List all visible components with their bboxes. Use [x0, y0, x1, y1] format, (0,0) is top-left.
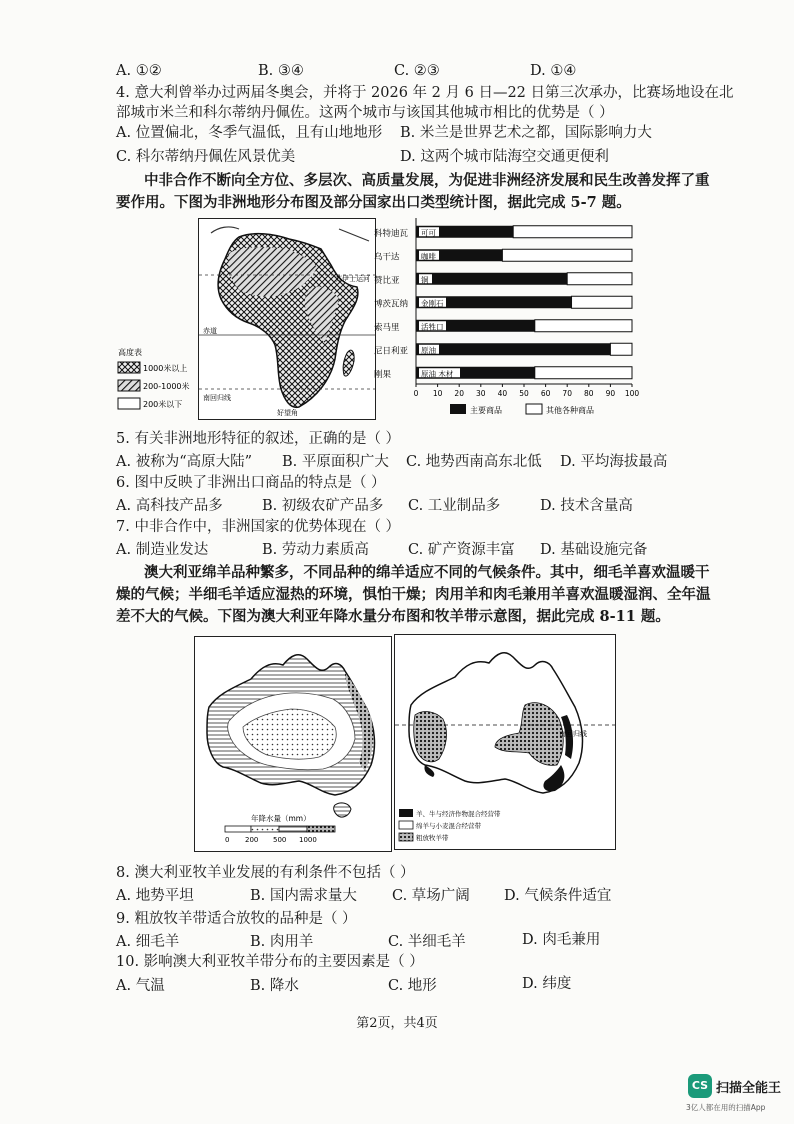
label-equator: 赤道	[203, 327, 217, 335]
product-label: 可可	[421, 228, 436, 238]
legend-title: 高度表	[118, 348, 142, 357]
legend-swatch-main	[450, 404, 466, 414]
q5-option-b[interactable]: B. 平原面积广大	[282, 454, 389, 470]
passage1-line-2: 要作用。下图为非洲地形分布图及部分国家出口类型统计图，据此完成 5-7 题。	[116, 194, 631, 211]
sheep-legend-swatch-1	[399, 809, 413, 817]
passage2-line-3: 差不大的气候。下图为澳大利亚年降水量分布图和牧羊带示意图，据此完成 8-11 题。	[116, 608, 670, 625]
q9-option-b[interactable]: B. 肉用羊	[250, 934, 314, 950]
q6-option-c[interactable]: C. 工业制品多	[408, 498, 501, 514]
rain-scale-swatch-2	[251, 826, 279, 832]
x-tick-label: 40	[497, 389, 508, 398]
legend-other: 其他各种商品	[546, 406, 594, 415]
x-tick-label: 70	[562, 389, 572, 398]
label-cape: 好望角	[277, 409, 298, 417]
q8-option-a[interactable]: A. 地势平坦	[116, 888, 194, 904]
export-type-chart	[372, 216, 646, 426]
sheep-legend-1: 羊、牛与经济作物混合经营带	[416, 810, 501, 818]
label-tropic: 南回归线	[203, 394, 231, 402]
passage2-line-2: 燥的气候；半细毛羊适应湿热的环境，惧怕干燥；肉用羊和肉毛兼用羊喜欢温暖湿润、全年温	[116, 586, 711, 603]
q7-option-b[interactable]: B. 劳动力素质高	[262, 542, 369, 558]
product-label: 咖啡	[421, 251, 436, 261]
x-tick-label: 100	[624, 389, 640, 398]
q10-option-b[interactable]: B. 降水	[250, 978, 299, 994]
camscanner-logo-icon: CS	[688, 1074, 712, 1098]
bar-other-goods	[535, 367, 632, 379]
rain-scale-swatch-1	[225, 826, 251, 832]
q5-option-d[interactable]: D. 平均海拔最高	[560, 454, 668, 470]
passage1-line-1: 中非合作不断向全方位、多层次、高质量发展，为促进非洲经济发展和民生改善发挥了重	[144, 172, 710, 189]
q5-stem: 5. 有关非洲地形特征的叙述，正确的是（ ）	[116, 431, 401, 447]
x-tick-label: 10	[432, 389, 443, 398]
product-label: 活牲口	[421, 322, 444, 332]
bar-other-goods	[502, 249, 632, 261]
q4-option-c[interactable]: C. 科尔蒂纳丹佩佐风景优美	[116, 149, 296, 165]
category-label: 索马里	[374, 322, 400, 333]
label-suez: 苏伊士运河	[335, 275, 370, 283]
q3-option-a[interactable]: A. ①②	[116, 63, 162, 79]
legend-swatch-mid	[118, 380, 140, 391]
legend-high: 1000米以上	[143, 364, 188, 373]
asia-coast	[339, 229, 369, 241]
sheep-legend-swatch-2	[399, 821, 413, 829]
q4-option-b[interactable]: B. 米兰是世界艺术之都，国际影响力大	[400, 125, 652, 141]
q7-stem: 7. 中非合作中，非洲国家的优势体现在（ ）	[116, 519, 401, 535]
bar-other-goods	[567, 273, 632, 285]
q4-option-d[interactable]: D. 这两个城市陆海空交通更便利	[400, 149, 609, 165]
q8-option-b[interactable]: B. 国内需求量大	[250, 888, 357, 904]
q3-option-b[interactable]: B. ③④	[258, 63, 304, 79]
australia-sheep-belt-map	[394, 634, 616, 850]
x-tick-label: 0	[413, 389, 419, 398]
product-label: 铜	[421, 275, 429, 285]
page-footer: 第2页，共4页	[356, 1016, 438, 1031]
rain-scale-swatch-3	[279, 826, 307, 832]
europe-coast	[211, 227, 239, 233]
legend-swatch-high	[118, 362, 140, 373]
x-tick-label: 60	[540, 389, 551, 398]
camscanner-tagline: 3亿人都在用的扫描App	[686, 1103, 766, 1112]
q7-option-a[interactable]: A. 制造业发达	[116, 542, 209, 558]
q8-stem: 8. 澳大利亚牧羊业发展的有利条件不包括（ ）	[116, 865, 415, 881]
extensive-belt-west	[414, 712, 447, 762]
rain-tick-200: 200	[245, 836, 259, 844]
category-label: 乌干达	[374, 252, 400, 263]
rain-scale-title: 年降水量（mm）	[251, 814, 311, 823]
category-label: 尼日利亚	[374, 346, 409, 357]
rain-scale-swatch-4	[307, 826, 335, 832]
rain-tick-500: 500	[273, 836, 287, 844]
q10-option-c[interactable]: C. 地形	[388, 978, 437, 994]
x-tick-label: 20	[454, 389, 464, 398]
q10-option-d[interactable]: D. 纬度	[522, 976, 572, 992]
x-tick-label: 80	[584, 389, 594, 398]
q8-option-d[interactable]: D. 气候条件适宜	[504, 888, 612, 904]
bar-other-goods	[535, 320, 632, 332]
passage2-line-1: 澳大利亚绵羊品种繁多，不同品种的绵羊适应不同的气候条件。其中，细毛羊喜欢温暖干	[144, 564, 710, 581]
q5-option-c[interactable]: C. 地势西南高东北低	[406, 454, 542, 470]
q3-option-d[interactable]: D. ①④	[530, 63, 577, 79]
legend-swatch-other	[526, 404, 542, 414]
product-label: 原油 木材	[421, 369, 454, 379]
q9-option-a[interactable]: A. 细毛羊	[116, 934, 180, 950]
q10-option-a[interactable]: A. 气温	[116, 978, 165, 994]
bar-main-goods	[416, 343, 610, 355]
rain-tick-1000: 1000	[299, 836, 317, 844]
q9-option-d[interactable]: D. 肉毛兼用	[522, 932, 601, 948]
category-label: 博茨瓦纳	[374, 299, 409, 310]
category-label: 刚果	[374, 369, 392, 380]
q9-stem: 9. 粗放牧羊带适合放牧的品种是（ ）	[116, 911, 357, 927]
q5-option-a[interactable]: A. 被称为“高原大陆”	[116, 454, 253, 470]
q6-option-a[interactable]: A. 高科技产品多	[116, 498, 223, 514]
camscanner-name: 扫描全能王	[716, 1081, 782, 1096]
q9-option-c[interactable]: C. 半细毛羊	[388, 934, 466, 950]
legend-low: 200米以下	[143, 400, 183, 409]
australia-rainfall-map	[194, 636, 392, 852]
product-label: 原油	[421, 345, 436, 355]
q6-stem: 6. 图中反映了非洲出口商品的特点是（ ）	[116, 475, 386, 491]
x-tick-label: 50	[519, 389, 529, 398]
q7-option-d[interactable]: D. 基础设施完备	[540, 542, 648, 558]
legend-swatch-low	[118, 398, 140, 409]
bar-main-goods	[416, 273, 567, 285]
altitude-legend	[116, 346, 202, 418]
product-label: 金刚石	[421, 298, 444, 308]
bar-other-goods	[610, 343, 632, 355]
africa-terrain-map	[198, 218, 376, 420]
legend-main: 主要商品	[470, 406, 502, 415]
q3-option-c[interactable]: C. ②③	[394, 63, 440, 79]
x-tick-label: 90	[605, 389, 616, 398]
q4-stem-2: 部城市米兰和科尔蒂纳丹佩佐。这两个城市与该国其他城市相比的优势是（ ）	[116, 105, 614, 121]
q7-option-c[interactable]: C. 矿产资源丰富	[408, 542, 515, 558]
tasmania	[334, 803, 351, 817]
legend-mid: 200-1000米	[143, 382, 190, 391]
q8-option-c[interactable]: C. 草场广阔	[392, 888, 470, 904]
bar-other-goods	[513, 226, 632, 238]
madagascar	[343, 350, 354, 376]
category-label: 赞比亚	[374, 275, 400, 286]
q4-stem-1: 4. 意大利曾举办过两届冬奥会，并将于 2026 年 2 月 6 日—22 日第三次承办，比赛场地设在北	[116, 85, 734, 101]
label-sheep-tropic: 南回归线	[559, 730, 587, 738]
rain-tick-0: 0	[225, 836, 230, 844]
q10-stem: 10. 影响澳大利亚牧羊带分布的主要因素是（ ）	[116, 954, 424, 970]
export-chart-svg	[372, 216, 646, 426]
sheep-legend-2: 绵羊与小麦混合经营带	[416, 822, 481, 830]
sheep-legend-swatch-3	[399, 833, 413, 841]
q6-option-d[interactable]: D. 技术含量高	[540, 498, 633, 514]
sheep-legend-3: 粗放牧羊带	[416, 834, 449, 842]
bar-other-goods	[572, 296, 632, 308]
category-label: 科特迪瓦	[374, 228, 409, 239]
q6-option-b[interactable]: B. 初级农矿产品多	[262, 498, 384, 514]
q4-option-a[interactable]: A. 位置偏北，冬季气温低，且有山地地形	[116, 125, 383, 141]
x-tick-label: 30	[476, 389, 486, 398]
